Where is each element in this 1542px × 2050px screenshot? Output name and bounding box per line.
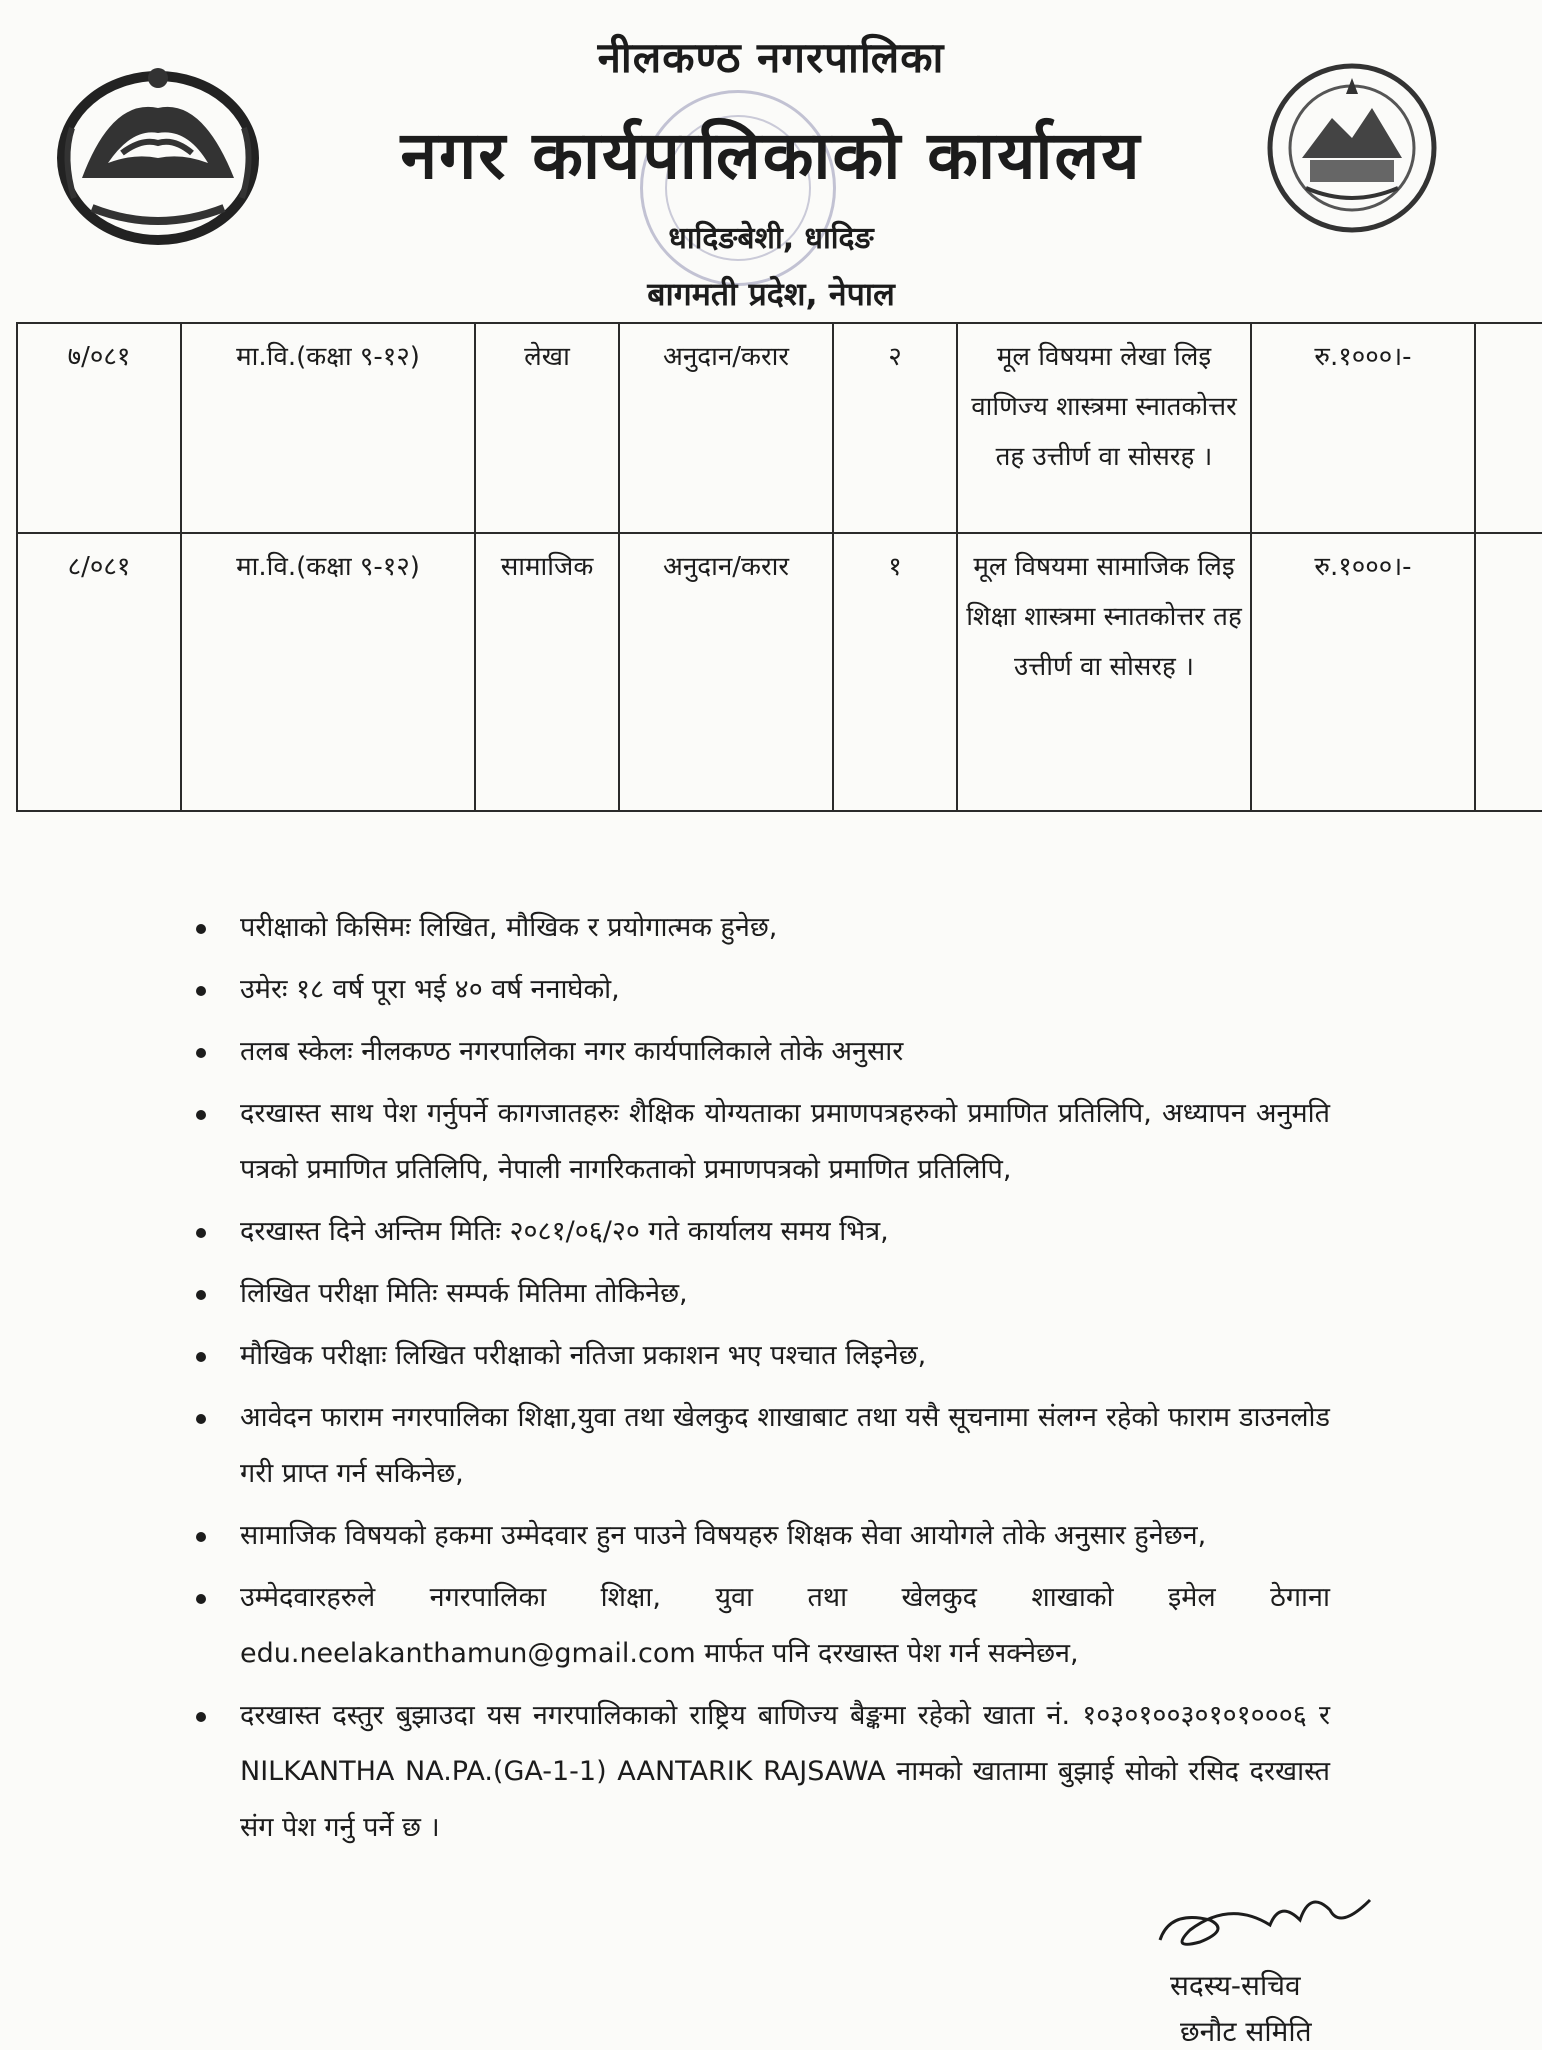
list-item: दरखास्त दिने अन्तिम मितिः २०८१/०६/२० गते कार्यालय समय भित्र, (240, 1204, 1330, 1260)
signatory-title: सदस्य-सचिव (1170, 1969, 1301, 2002)
list-item: उम्मेदवारहरुले नगरपालिका शिक्षा, युवा तथा खेलकुद शाखाको इमेल ठेगाना edu.neelakanthamun@gmail.com मार्फत पनि दरखास्त पेश गर्न सक्नेछन, (240, 1570, 1330, 1682)
list-item: परीक्षाको किसिमः लिखित, मौखिक र प्रयोगात्मक हुनेछ, (240, 900, 1330, 956)
post-level: मा.वि.(कक्षा ९-१२) (181, 533, 475, 811)
list-item: तलब स्केलः नीलकण्ठ नगरपालिका नगर कार्यपालिकाले तोके अनुसार (240, 1024, 1330, 1080)
province-line: बागमती प्रदेश, नेपाल (647, 275, 895, 313)
list-item: सामाजिक विषयको हकमा उम्मेदवार हुन पाउने विषयहरु शिक्षक सेवा आयोगले तोके अनुसार हुनेछन, (240, 1508, 1330, 1564)
post-qualification: मूल विषयमा लेखा लिइ वाणिज्य शास्त्रमा स्नातकोत्तर तह उत्तीर्ण वा सोसरह । (957, 323, 1251, 533)
list-item: दरखास्त दस्तुर बुझाउदा यस नगरपालिकाको राष्ट्रिय बाणिज्य बैङ्कमा रहेको खाता नं. १०३०१००३०१०१०००६ र NILKANTHA NA.PA.(GA-1-1) AANTARIK RAJSAWA नामको खातामा बुझाई सोको रसिद दरखास्त संग पेश गर्नु पर्ने छ । (240, 1688, 1330, 1856)
vacancy-table (16, 322, 1542, 812)
post-number: ७/०८१ (17, 323, 181, 533)
list-item: लिखित परीक्षा मितिः सम्पर्क मितिमा तोकिनेछ, (240, 1266, 1330, 1322)
blank-cell (1475, 323, 1542, 533)
post-count: २ (833, 323, 957, 533)
office-address: धादिङबेशी, धादिङ (668, 221, 874, 256)
post-fee: रु.१०००।- (1251, 533, 1475, 811)
table-row (17, 323, 1542, 533)
post-level: मा.वि.(कक्षा ९-१२) (181, 323, 475, 533)
post-type: अनुदान/करार (619, 533, 833, 811)
post-type: अनुदान/करार (619, 323, 833, 533)
post-subject: सामाजिक (475, 533, 619, 811)
post-qualification: मूल विषयमा सामाजिक लिइ शिक्षा शास्त्रमा स्नातकोत्तर तह उत्तीर्ण वा सोसरह । (957, 533, 1251, 811)
municipality-name: नीलकण्ठ नगरपालिका (597, 33, 945, 82)
table-row (17, 533, 1542, 811)
signatory-committee: छनौट समिति (1180, 2015, 1312, 2048)
blank-cell (1475, 533, 1542, 811)
office-title: नगर कार्यपालिकाको कार्यालय (400, 117, 1142, 194)
signature (1150, 1880, 1390, 1960)
post-number: ८/०८१ (17, 533, 181, 811)
post-fee: रु.१०००।- (1251, 323, 1475, 533)
list-item: मौखिक परीक्षाः लिखित परीक्षाको नतिजा प्रकाशन भए पश्चात लिइनेछ, (240, 1328, 1330, 1384)
list-item: दरखास्त साथ पेश गर्नुपर्ने कागजातहरुः शैक्षिक योग्यताका प्रमाणपत्रहरुको प्रमाणित प्रतिलिपि, अध्यापन अनुमति पत्रको प्रमाणित प्रतिलिपि, नेपाली नागरिकताको प्रमाणपत्रको प्रमाणित प्रतिलिपि, (240, 1086, 1330, 1198)
list-item: उमेरः १८ वर्ष पूरा भई ४० वर्ष ननाघेको, (240, 962, 1330, 1018)
post-count: १ (833, 533, 957, 811)
notice-conditions-list (240, 900, 1330, 1862)
list-item: आवेदन फाराम नगरपालिका शिक्षा,युवा तथा खेलकुद शाखाबाट तथा यसै सूचनामा संलग्न रहेको फाराम डाउनलोड गरी प्राप्त गर्न सकिनेछ, (240, 1390, 1330, 1502)
post-subject: लेखा (475, 323, 619, 533)
